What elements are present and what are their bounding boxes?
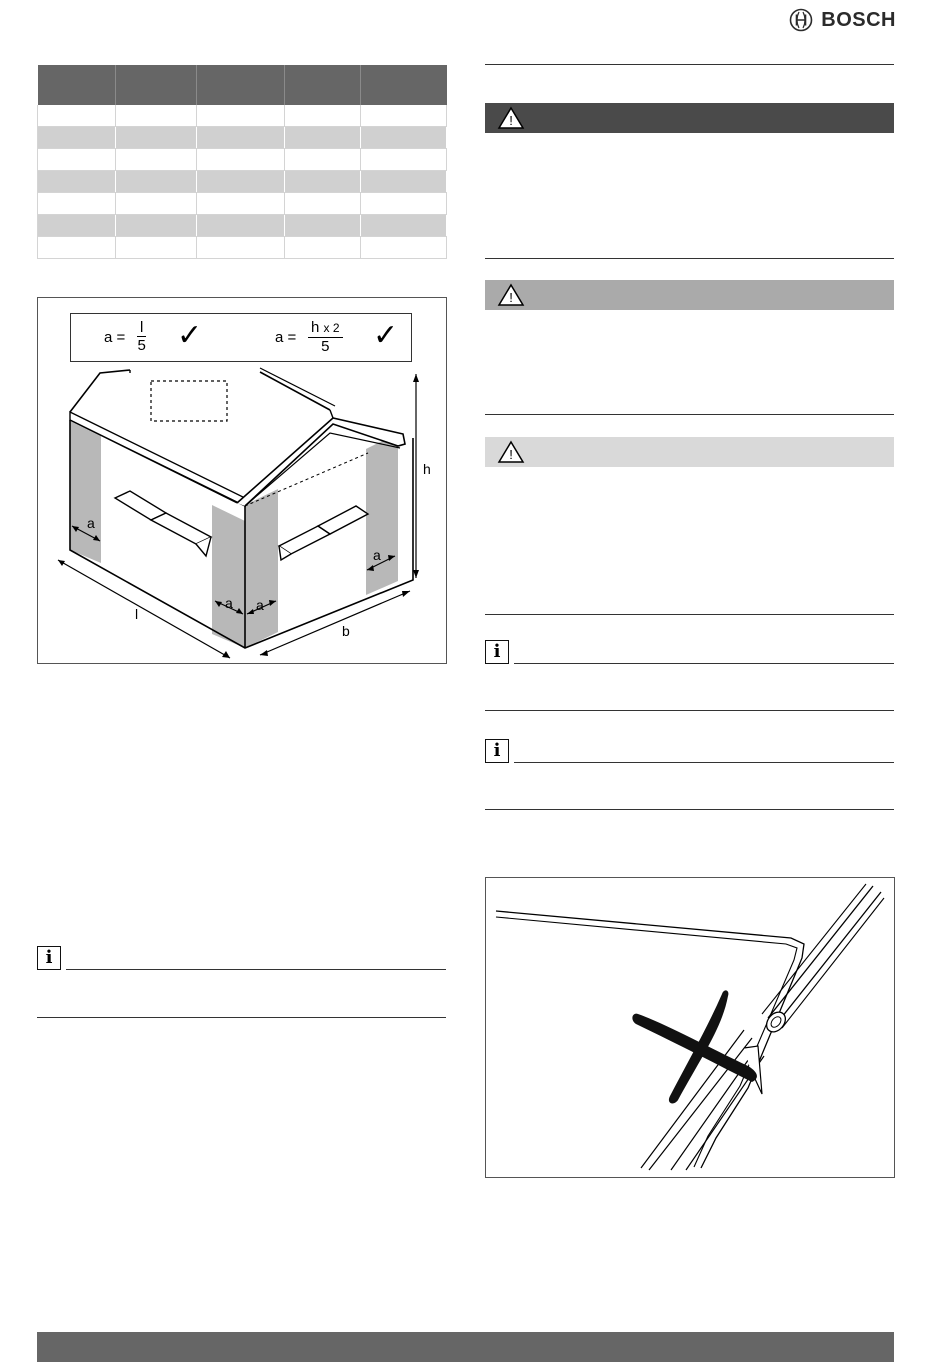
roof-top-slope-2	[260, 368, 335, 406]
brand-logo	[789, 8, 896, 32]
table-cell	[38, 127, 116, 149]
frame-top-edge-inner	[496, 917, 797, 1167]
table-header-cell	[116, 65, 197, 105]
table-cell	[285, 237, 361, 259]
table-header-cell	[361, 65, 447, 105]
label-b: b	[342, 623, 350, 639]
roof-left	[70, 370, 130, 412]
info-underline	[514, 762, 894, 763]
table-cell	[116, 171, 197, 193]
separator-line	[485, 414, 894, 415]
table-cell	[116, 105, 197, 127]
roof-top-slope	[260, 372, 330, 410]
rail-2	[778, 892, 881, 1022]
table-cell	[361, 105, 447, 127]
check-mark-icon: ✓	[177, 319, 203, 352]
collector-left-1	[115, 491, 166, 520]
warning-bar-warning	[485, 280, 894, 310]
table-row	[38, 127, 447, 149]
table-cell	[285, 215, 361, 237]
skylight-zone	[151, 381, 227, 421]
bosch-armature-icon	[789, 8, 813, 32]
spec-table	[37, 65, 447, 259]
table-cell	[361, 237, 447, 259]
table-row	[38, 171, 447, 193]
warning-icon	[497, 106, 525, 130]
table-cell	[38, 105, 116, 127]
table-cell	[197, 237, 285, 259]
brand-name: BOSCH	[821, 8, 896, 31]
collector-right-2	[318, 506, 368, 534]
separator-line	[485, 258, 894, 259]
table-cell	[285, 105, 361, 127]
label-l: l	[135, 606, 139, 622]
label-a-right: a	[373, 547, 381, 563]
svg-text:!: !	[509, 113, 513, 128]
label-h: h	[423, 461, 431, 477]
table-cell	[285, 193, 361, 215]
table-cell	[361, 127, 447, 149]
table-cell	[38, 149, 116, 171]
formula-2-fraction	[308, 319, 343, 356]
warning-icon	[497, 283, 525, 307]
info-icon: i	[37, 946, 61, 970]
svg-text:!: !	[509, 447, 513, 462]
collector-drawing	[486, 878, 894, 1177]
svg-text:!: !	[509, 290, 513, 305]
table-cell	[361, 149, 447, 171]
label-a-left: a	[87, 515, 95, 531]
table-header-cell	[285, 65, 361, 105]
separator-line	[485, 64, 894, 65]
table-cell	[38, 171, 116, 193]
table-row	[38, 105, 447, 127]
dim-line-l	[58, 560, 230, 658]
formula-2-numerator: h	[311, 319, 320, 336]
formula-box	[70, 313, 412, 362]
edge-stripe-left	[70, 420, 101, 563]
table-header-cell	[197, 65, 285, 105]
table-row	[38, 193, 447, 215]
info-underline	[514, 663, 894, 664]
formula-1-numerator: l	[137, 319, 146, 337]
check-mark-icon: ✓	[373, 319, 399, 352]
table-row	[38, 215, 447, 237]
edge-stripe-front-left	[212, 505, 245, 648]
edge-stripe-front-right	[245, 489, 278, 648]
formula-1-lhs: a =	[104, 329, 126, 346]
table-cell	[116, 237, 197, 259]
rail-4	[782, 898, 884, 1028]
table-cell	[197, 171, 285, 193]
collector-left-2	[151, 513, 211, 544]
table-cell	[361, 193, 447, 215]
info-icon: i	[485, 739, 509, 763]
separator-line	[485, 614, 894, 615]
label-a-front-right: a	[256, 597, 264, 613]
separator-line	[37, 1017, 446, 1018]
table-cell	[38, 193, 116, 215]
dim-line-b	[260, 591, 410, 655]
table-cell	[38, 237, 116, 259]
table-header-cell	[38, 65, 116, 105]
frame-top-edge	[496, 911, 804, 1168]
table-header-row	[38, 65, 447, 105]
edge-stripe-right	[366, 433, 398, 595]
table-cell	[285, 127, 361, 149]
table-cell	[361, 215, 447, 237]
warning-bar-danger	[485, 103, 894, 133]
table-cell	[361, 171, 447, 193]
collector-mounting-figure	[485, 877, 895, 1178]
table-cell	[197, 105, 285, 127]
table-cell	[116, 193, 197, 215]
cross-mark-icon	[632, 1014, 757, 1082]
table-row	[38, 149, 447, 171]
formula-2-times: x 2	[323, 321, 340, 335]
warning-bar-caution	[485, 437, 894, 467]
rail-1	[768, 886, 873, 1018]
label-a-front-left: a	[225, 595, 233, 611]
table-cell	[197, 127, 285, 149]
table-cell	[197, 193, 285, 215]
footer-bar	[37, 1332, 894, 1362]
info-underline	[66, 969, 446, 970]
table-cell	[197, 215, 285, 237]
gable-tip	[330, 410, 333, 418]
formula-2-denominator: 5	[321, 338, 330, 355]
separator-line	[485, 809, 894, 810]
separator-line	[485, 710, 894, 711]
table-cell	[116, 149, 197, 171]
formula-2-lhs: a =	[275, 329, 297, 346]
table-cell	[285, 171, 361, 193]
collector-right-1	[279, 526, 330, 554]
warning-icon	[497, 440, 525, 464]
table-cell	[116, 127, 197, 149]
formula-1-fraction	[137, 319, 146, 355]
table-cell	[285, 149, 361, 171]
table-cell	[197, 149, 285, 171]
table-cell	[116, 215, 197, 237]
info-icon: i	[485, 640, 509, 664]
table-row	[38, 237, 447, 259]
rail-3	[762, 884, 866, 1014]
formula-1-denominator: 5	[137, 337, 146, 354]
table-cell	[38, 215, 116, 237]
